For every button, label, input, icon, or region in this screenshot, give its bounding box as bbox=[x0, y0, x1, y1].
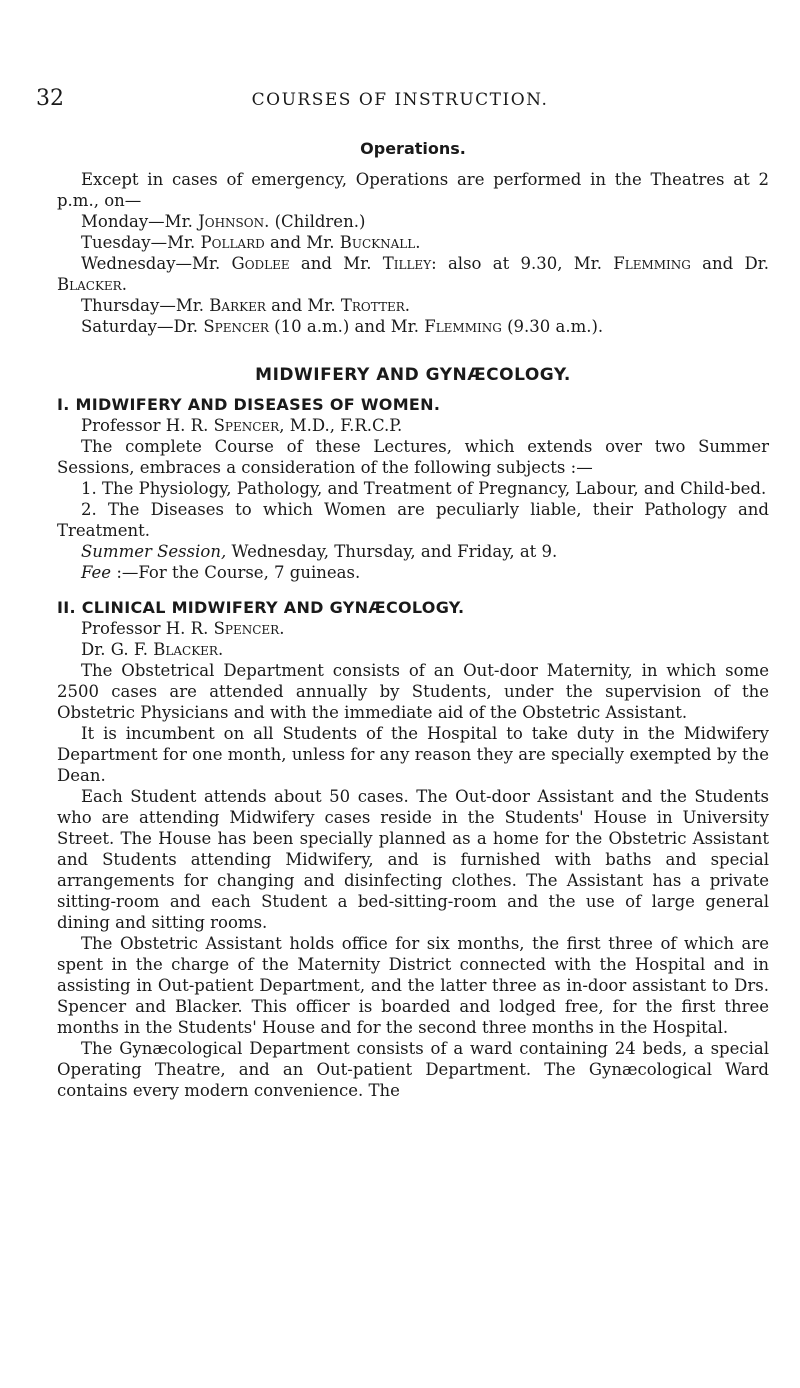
section-2-para-1: The Obstetrical Department consists of an Out-door Maternity, in which some 2500 cases are attended annually by Students, under the supervision of the Obstetric Physicians and with the immediate aid of the Obstetric Assistant. bbox=[57, 661, 769, 722]
section-2-para-2: It is incumbent on all Students of the Hospital to take duty in the Midwifery Department for one month, unless for any reason they are specially exempted by the Dean. bbox=[57, 724, 769, 785]
section-2-para-5: The Gynæcological Department consists of a ward containing 24 beds, a special Operating Theatre, and an Out-patient Department. The Gynæcological Ward contains every modern convenience. The bbox=[57, 1039, 769, 1100]
midwifery-heading: MIDWIFERY AND GYNÆCOLOGY. bbox=[255, 365, 571, 385]
section-1-item-2: 2. The Diseases to which Women are peculiarly liable, their Pathology and Treatment. bbox=[57, 500, 769, 540]
section-1-professor: Professor H. R. Spencer, M.D., F.R.C.P. bbox=[81, 416, 403, 435]
running-title: COURSES OF INSTRUCTION. bbox=[251, 90, 549, 110]
operations-monday: Monday—Mr. Johnson. (Children.) bbox=[81, 212, 366, 231]
section-2-doctor: Dr. G. F. Blacker. bbox=[81, 640, 224, 659]
section-2-heading: II. CLINICAL MIDWIFERY AND GYNÆCOLOGY. bbox=[57, 598, 465, 617]
section-2-para-3: Each Student attends about 50 cases. The Out-door Assistant and the Students who are attending Midwifery cases reside in the Students' House in University Street. The House has been specially planned as a home for the Obstetric Assistant and Students attending Midwifery, and is furnished with baths and special arrangements for changing and disinfecting clothes. The Assistant has a private sitting-room and each Student a bed-sitting-room and the use of large general dining and sitting rooms. bbox=[57, 787, 769, 932]
page-number: 32 bbox=[36, 86, 64, 111]
section-1-fee: Fee :—For the Course, 7 guineas. bbox=[81, 563, 361, 582]
page-content bbox=[57, 130, 769, 1101]
operations-intro: Except in cases of emergency, Operations are performed in the Theatres at 2 p.m., on— bbox=[57, 170, 769, 210]
operations-thursday: Thursday—Mr. Barker and Mr. Trotter. bbox=[81, 296, 411, 315]
section-2-para-4: The Obstetric Assistant holds office for six months, the first three of which are spent in the charge of the Maternity District connected with the Hospital and in assisting in Out-patient Department, and the latter three as in-door assistant to Drs. Spencer and Blacker. This officer is boarded and lodged free, for the first three months in the Students' House and for the second three months in the Hospital. bbox=[57, 934, 769, 1037]
section-1-item-1: 1. The Physiology, Pathology, and Treatment of Pregnancy, Labour, and Child-bed. bbox=[81, 479, 767, 498]
operations-saturday: Saturday—Dr. Spencer (10 a.m.) and Mr. Flemming (9.30 a.m.). bbox=[81, 317, 604, 336]
operations-heading: Operations. bbox=[360, 139, 466, 158]
section-2-professor: Professor H. R. Spencer. bbox=[81, 619, 285, 638]
operations-wednesday: Wednesday—Mr. Godlee and Mr. Tilley: also at 9.30, Mr. Flemming and Dr. Blacker. bbox=[57, 254, 769, 294]
section-1-session: Summer Session, Wednesday, Thursday, and Friday, at 9. bbox=[81, 542, 558, 561]
section-1-course: The complete Course of these Lectures, which extends over two Summer Sessions, embraces a consideration of the following subjects :— bbox=[57, 437, 769, 477]
section-1-heading: I. MIDWIFERY AND DISEASES OF WOMEN. bbox=[57, 395, 441, 414]
operations-tuesday: Tuesday—Mr. Pollard and Mr. Bucknall. bbox=[81, 233, 421, 252]
